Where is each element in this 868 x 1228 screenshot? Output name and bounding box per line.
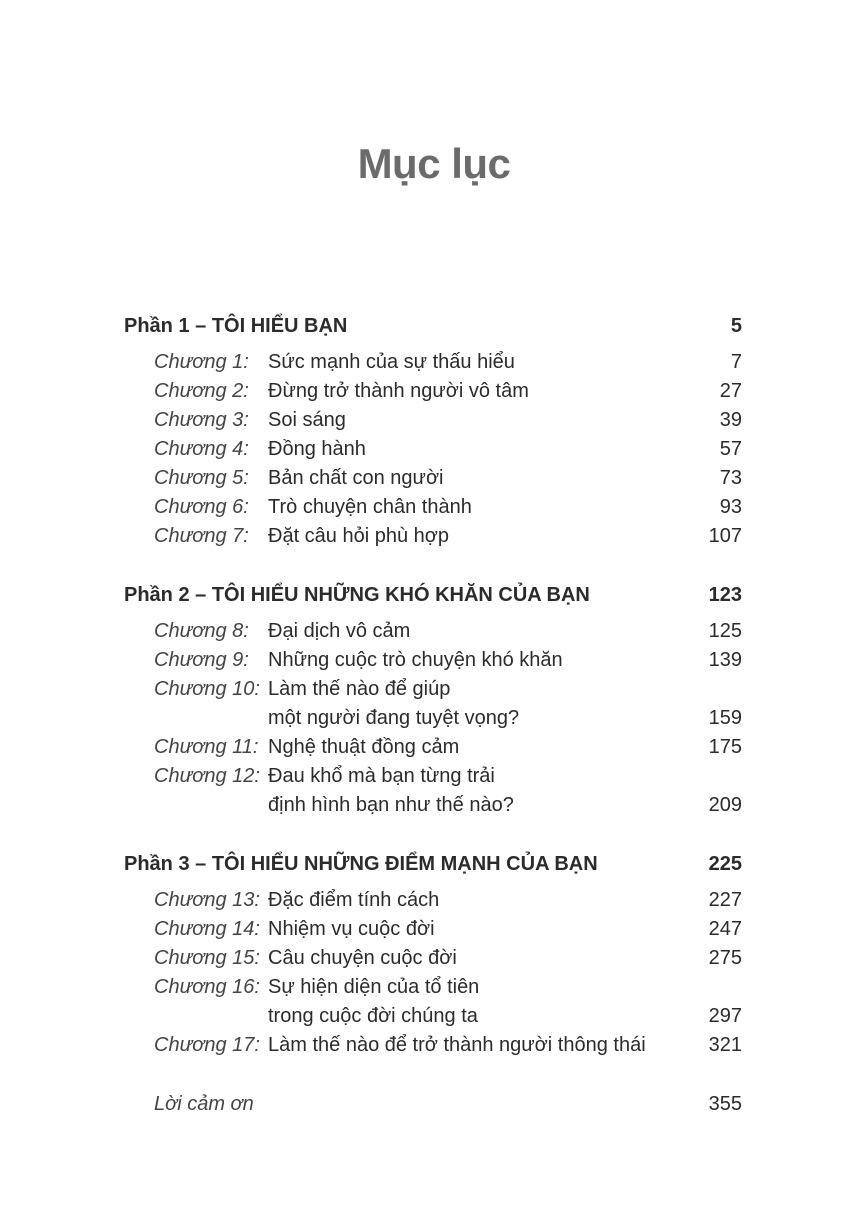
- chapter-title: Đặt câu hỏi phù hợp: [268, 525, 450, 547]
- chapter-entry[interactable]: [124, 646, 742, 675]
- chapter-title: Soi sáng: [268, 409, 346, 431]
- chapter-page-number: 275: [708, 947, 742, 969]
- chapter-title: Làm thế nào để giúp: [268, 678, 451, 700]
- chapter-title: Bản chất con người: [268, 467, 444, 489]
- part-page-number: 5: [730, 315, 742, 337]
- chapter-page-number: 159: [708, 707, 742, 729]
- chapter-entry-continuation[interactable]: [124, 704, 742, 733]
- section-spacer: [124, 551, 742, 581]
- chapter-label: Chương 11:: [154, 736, 259, 758]
- chapter-page-number: 73: [719, 467, 742, 489]
- chapter-entry[interactable]: [124, 886, 742, 915]
- chapter-page-number: 39: [719, 409, 742, 431]
- part-heading[interactable]: [124, 312, 742, 341]
- chapter-entry-continuation[interactable]: [124, 791, 742, 820]
- chapter-label: Chương 14:: [154, 918, 260, 940]
- chapter-label: Chương 1:: [154, 351, 249, 373]
- chapter-entry-continuation[interactable]: [124, 1002, 742, 1031]
- chapter-page-number: 175: [708, 736, 742, 758]
- chapter-title: Trò chuyện chân thành: [268, 496, 472, 518]
- chapter-label: Chương 17:: [154, 1034, 260, 1056]
- chapter-title: Nghệ thuật đồng cảm: [268, 736, 460, 758]
- chapter-page-number: 227: [708, 889, 742, 911]
- chapter-title: Sức mạnh của sự thấu hiểu: [268, 351, 515, 373]
- chapter-title: Những cuộc trò chuyện khó khăn: [268, 649, 563, 671]
- chapter-title: Đại dịch vô cảm: [268, 620, 411, 642]
- chapter-page-number: 321: [708, 1034, 742, 1056]
- chapter-entry[interactable]: [124, 762, 742, 791]
- chapter-page-number: 209: [708, 794, 742, 816]
- chapter-label: Chương 5:: [154, 467, 249, 489]
- chapter-title: Nhiệm vụ cuộc đời: [268, 918, 435, 940]
- chapter-page-number: 107: [708, 525, 742, 547]
- chapter-entry[interactable]: [124, 733, 742, 762]
- chapter-page-number: 93: [719, 496, 742, 518]
- chapter-label: Chương 12:: [154, 765, 260, 787]
- part-title: Phần 3 – TÔI HIỂU NHỮNG ĐIỂM MẠNH CỦA BẠN: [124, 853, 598, 875]
- section-spacer: [124, 1060, 742, 1090]
- part-title: Phần 1 – TÔI HIỂU BẠN: [124, 315, 348, 337]
- chapter-entry[interactable]: [124, 973, 742, 1002]
- chapter-page-number: 139: [708, 649, 742, 671]
- part-heading[interactable]: [124, 850, 742, 879]
- part-title: Phần 2 – TÔI HIỂU NHỮNG KHÓ KHĂN CỦA BẠN: [124, 584, 590, 606]
- chapter-title: Sự hiện diện của tổ tiên: [268, 976, 480, 998]
- chapter-entry[interactable]: [124, 348, 742, 377]
- chapter-label: Chương 10:: [154, 678, 260, 700]
- chapter-page-number: 247: [708, 918, 742, 940]
- chapter-label: Chương 2:: [154, 380, 249, 402]
- acknowledgements-label: Lời cảm ơn: [154, 1093, 254, 1115]
- chapter-label: Chương 4:: [154, 438, 249, 460]
- chapter-entry[interactable]: [124, 944, 742, 973]
- chapter-label: Chương 8:: [154, 620, 249, 642]
- chapter-title: định hình bạn như thế nào?: [268, 794, 514, 816]
- chapter-page-number: 57: [719, 438, 742, 460]
- acknowledgements-page-number: 355: [708, 1093, 742, 1115]
- chapter-entry[interactable]: [124, 435, 742, 464]
- chapter-entry[interactable]: [124, 675, 742, 704]
- table-of-contents: [124, 312, 742, 1119]
- chapter-entry[interactable]: [124, 617, 742, 646]
- chapter-entry[interactable]: [124, 1031, 742, 1060]
- chapter-title: Câu chuyện cuộc đời: [268, 947, 457, 969]
- chapter-label: Chương 9:: [154, 649, 249, 671]
- chapter-entry[interactable]: [124, 377, 742, 406]
- chapter-label: Chương 15:: [154, 947, 260, 969]
- chapter-entry[interactable]: [124, 406, 742, 435]
- chapter-title: Đồng hành: [268, 438, 366, 460]
- page-title: Mục lục: [357, 140, 511, 187]
- chapter-page-number: 297: [708, 1005, 742, 1027]
- acknowledgements-entry[interactable]: [124, 1090, 742, 1119]
- chapter-title: trong cuộc đời chúng ta: [268, 1005, 478, 1027]
- chapter-label: Chương 6:: [154, 496, 249, 518]
- section-spacer: [124, 820, 742, 850]
- chapter-entry[interactable]: [124, 493, 742, 522]
- chapter-title: Làm thế nào để trở thành người thông thái: [268, 1034, 646, 1056]
- chapter-page-number: 27: [719, 380, 742, 402]
- part-page-number: 123: [708, 584, 742, 606]
- chapter-entry[interactable]: [124, 915, 742, 944]
- chapter-label: Chương 3:: [154, 409, 249, 431]
- chapter-title: Đừng trở thành người vô tâm: [268, 380, 529, 402]
- part-page-number: 225: [708, 853, 742, 875]
- part-heading[interactable]: [124, 581, 742, 610]
- chapter-title: Đau khổ mà bạn từng trải: [268, 765, 495, 787]
- chapter-label: Chương 16:: [154, 976, 260, 998]
- chapter-page-number: 7: [730, 351, 742, 373]
- chapter-entry[interactable]: [124, 522, 742, 551]
- chapter-label: Chương 7:: [154, 525, 249, 547]
- chapter-title: Đặc điểm tính cách: [268, 889, 440, 911]
- chapter-title: một người đang tuyệt vọng?: [268, 707, 520, 729]
- chapter-entry[interactable]: [124, 464, 742, 493]
- chapter-page-number: 125: [708, 620, 742, 642]
- chapter-label: Chương 13:: [154, 889, 260, 911]
